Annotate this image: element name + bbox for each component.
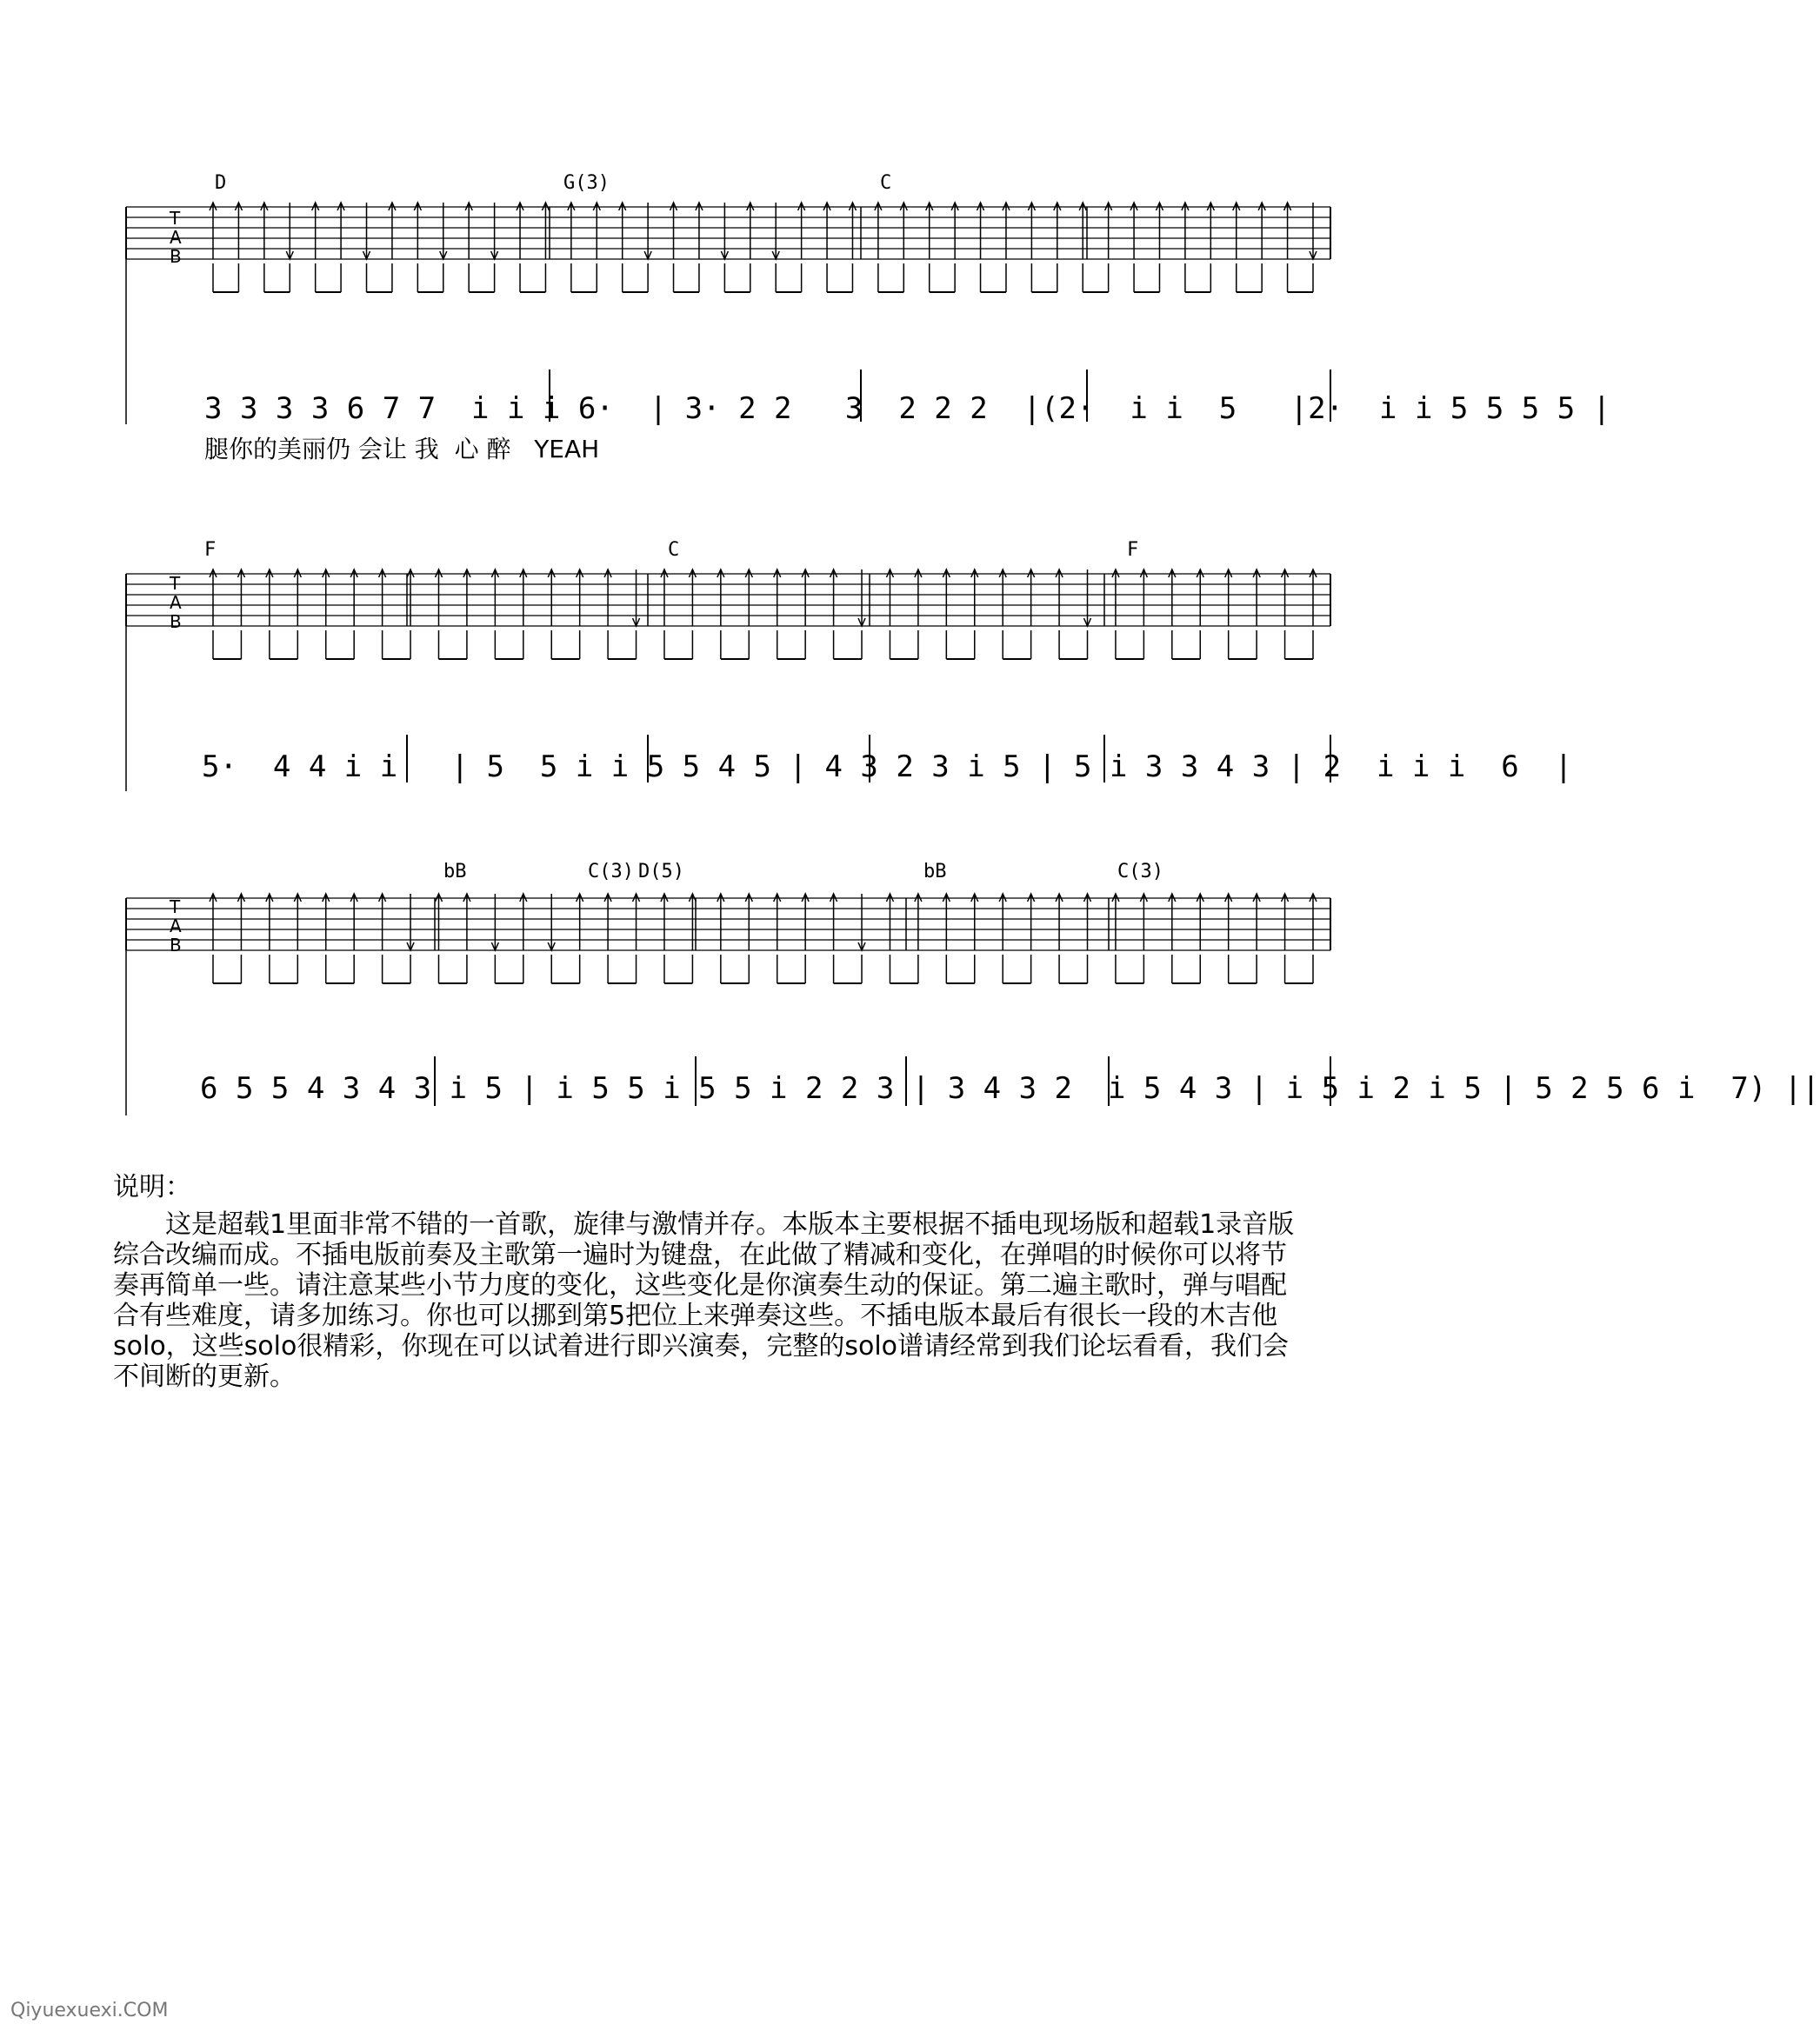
tab-clef: T A B	[170, 208, 182, 267]
chord-label: bB	[443, 861, 467, 882]
chord-label: C(3)	[588, 861, 634, 882]
notes-heading: 说明：	[113, 1172, 191, 1202]
lyrics: 腿你的美丽仍 会让 我 心 醉 YEAH	[204, 435, 600, 463]
jianpu-notation: 6 5 5 4 3 4 3 i 5 | i 5 5 i 5 5 i 2 2 3 | 3 4 3 2 i 5 4 3 | i 5 i 2 i 5 | 5 2 5 6 i 7) ||	[200, 1071, 1820, 1106]
chord-label: C(3)	[1117, 861, 1163, 882]
chord-label: bB	[923, 861, 947, 882]
tab-clef: T A B	[170, 896, 182, 956]
chord-label: F	[204, 539, 217, 561]
chord-label: F	[1127, 539, 1139, 561]
jianpu-notation: 3 3 3 3 6 7 7 i i i 6· | 3· 2 2 3 2 2 2 |(2· i i 5 |2· i i 5 5 5 5 |	[204, 391, 1611, 426]
chord-label: D(5)	[638, 861, 684, 882]
chord-label: C	[880, 172, 892, 194]
site-watermark: Qiyuexuexi.COM	[10, 2000, 169, 2021]
chord-label: C	[668, 539, 680, 561]
chord-label: G(3)	[563, 172, 610, 194]
chord-label: D	[215, 172, 227, 194]
tab-clef: T A B	[170, 573, 182, 632]
explanation-notes	[113, 1172, 1296, 1392]
jianpu-notation: 5· 4 4 i i | 5 5 i i 5 5 4 5 | 4 3 2 3 i 5 | 5 i 3 3 4 3 | 2 i i i 6 |	[202, 749, 1573, 784]
notes-body: 这是超载1里面非常不错的一首歌，旋律与激情并存。本版本主要根据不插电现场版和超载1录音版综合改编而成。不插电版前奏及主歌第一遍时为键盘，在此做了精减和变化，在弹唱的时候你可以将节奏再简单一些。请注意某些小节力度的变化，这些变化是你演奏生动的保证。第二遍主歌时，弹与唱配合有些难度，请多加练习。你也可以挪到第5把位上来弹奏这些。不插电版本最后有很长一段的木吉他solo，这些solo很精彩，你现在可以试着进行即兴演奏，完整的solo谱请经常到我们论坛看看，我们会不间断的更新。	[113, 1209, 1295, 1392]
